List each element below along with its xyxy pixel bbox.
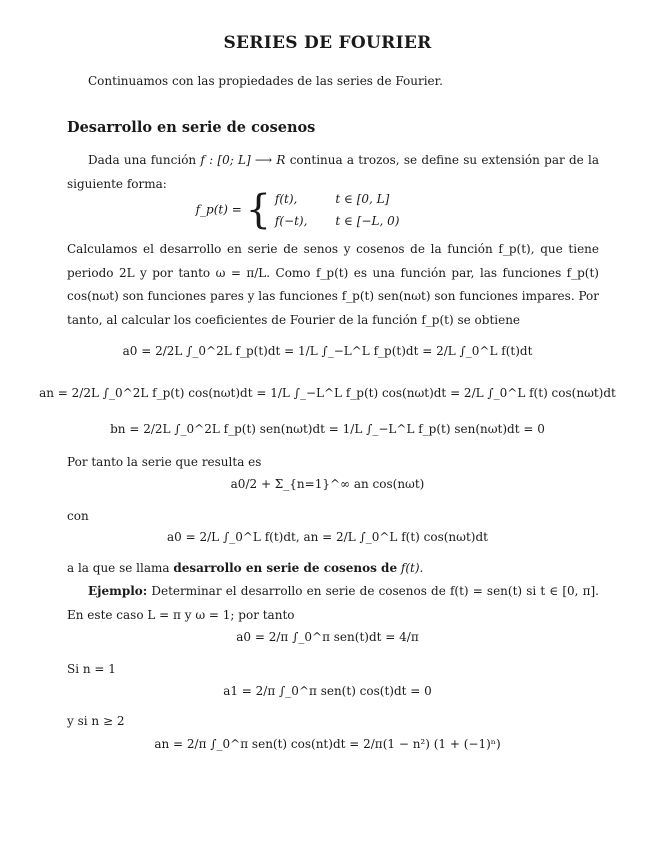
page-title: SERIES DE FOURIER — [223, 33, 432, 53]
equation-an: an = 2/2L ∫_0^2L f_p(t) cos(nωt)dt = 1/L ∫_−L^L f_p(t) cos(nωt)dt = 2/L ∫_0^L f(t) cos(nωt)dt — [39, 386, 616, 400]
definition-sentence — [67, 557, 423, 581]
case2-expr: f(−t), — [274, 214, 308, 228]
left-brace: { — [245, 187, 272, 233]
p1-math: f : [0; L] ⟶ R — [200, 153, 286, 167]
equation-coefficients: a0 = 2/L ∫_0^L f(t)dt, an = 2/L ∫_0^L f(t) cos(nωt)dt — [167, 530, 488, 544]
equation-series: a0/2 + Σ_{n=1}^∞ an cos(nωt) — [230, 477, 425, 491]
example-text: Determinar el desarrollo en serie de cosenos de f(t) = sen(t) si t ∈ [0, π]. En este caso L = π y ω = 1; por tanto — [67, 584, 599, 622]
equation-example-a0: a0 = 2/π ∫_0^π sen(t)dt = 4/π — [236, 630, 419, 644]
case1-cond: t ∈ [0, L] — [335, 192, 390, 206]
con-text: con — [67, 509, 89, 523]
example-label: Ejemplo: — [88, 584, 148, 598]
p1-text-b: continua a trozos, se define su extensión par de la siguiente forma: — [67, 153, 599, 191]
paragraph-fourier-coefficients: Calculamos el desarrollo en serie de senos y cosenos de la función f_p(t), que tiene periodo 2L y por tanto ω = π/L. Como f_p(t) es una función par, las funciones f_p(t) cos(nωt) son funciones pares y las funciones f_p(t) sen(nωt) son funciones impares. Por tanto, al calcular los coeficientes de Fourier de la función f_p(t) se obtiene — [67, 242, 599, 327]
eq-fp-lhs: f_p(t) = — [195, 202, 242, 217]
p5-bold: desarrollo en serie de cosenos de — [173, 561, 398, 575]
case-n2-text: y si n ≥ 2 — [67, 714, 125, 728]
p5-text-b: f(t). — [397, 561, 424, 575]
equation-even-extension — [0, 188, 625, 232]
p1-text-a: Dada una función — [88, 153, 201, 167]
equation-a0: a0 = 2/2L ∫_0^2L f_p(t)dt = 1/L ∫_−L^L f_p(t)dt = 2/L ∫_0^L f(t)dt — [122, 344, 533, 358]
case-n1-text: Si n = 1 — [67, 662, 116, 676]
equation-example-a1: a1 = 2/π ∫_0^π sen(t) cos(t)dt = 0 — [223, 684, 432, 698]
piecewise-cases — [275, 188, 399, 232]
p5-text-a: a la que se llama — [67, 561, 174, 575]
section-heading: Desarrollo en serie de cosenos — [67, 119, 316, 136]
case1-expr: f(t), — [274, 192, 298, 206]
equation-example-an: an = 2/π ∫_0^π sen(t) cos(nt)dt = 2/π(1 − n²) (1 + (−1)ⁿ) — [154, 737, 501, 751]
example-paragraph — [67, 580, 599, 627]
equation-bn: bn = 2/2L ∫_0^2L f_p(t) sen(nωt)dt = 1/L ∫_−L^L f_p(t) sen(nωt)dt = 0 — [110, 422, 545, 436]
series-intro-text: Por tanto la serie que resulta es — [67, 455, 262, 469]
intro-text: Continuamos con las propiedades de las series de Fourier. — [88, 74, 443, 88]
case2-cond: t ∈ [−L, 0) — [335, 214, 400, 228]
